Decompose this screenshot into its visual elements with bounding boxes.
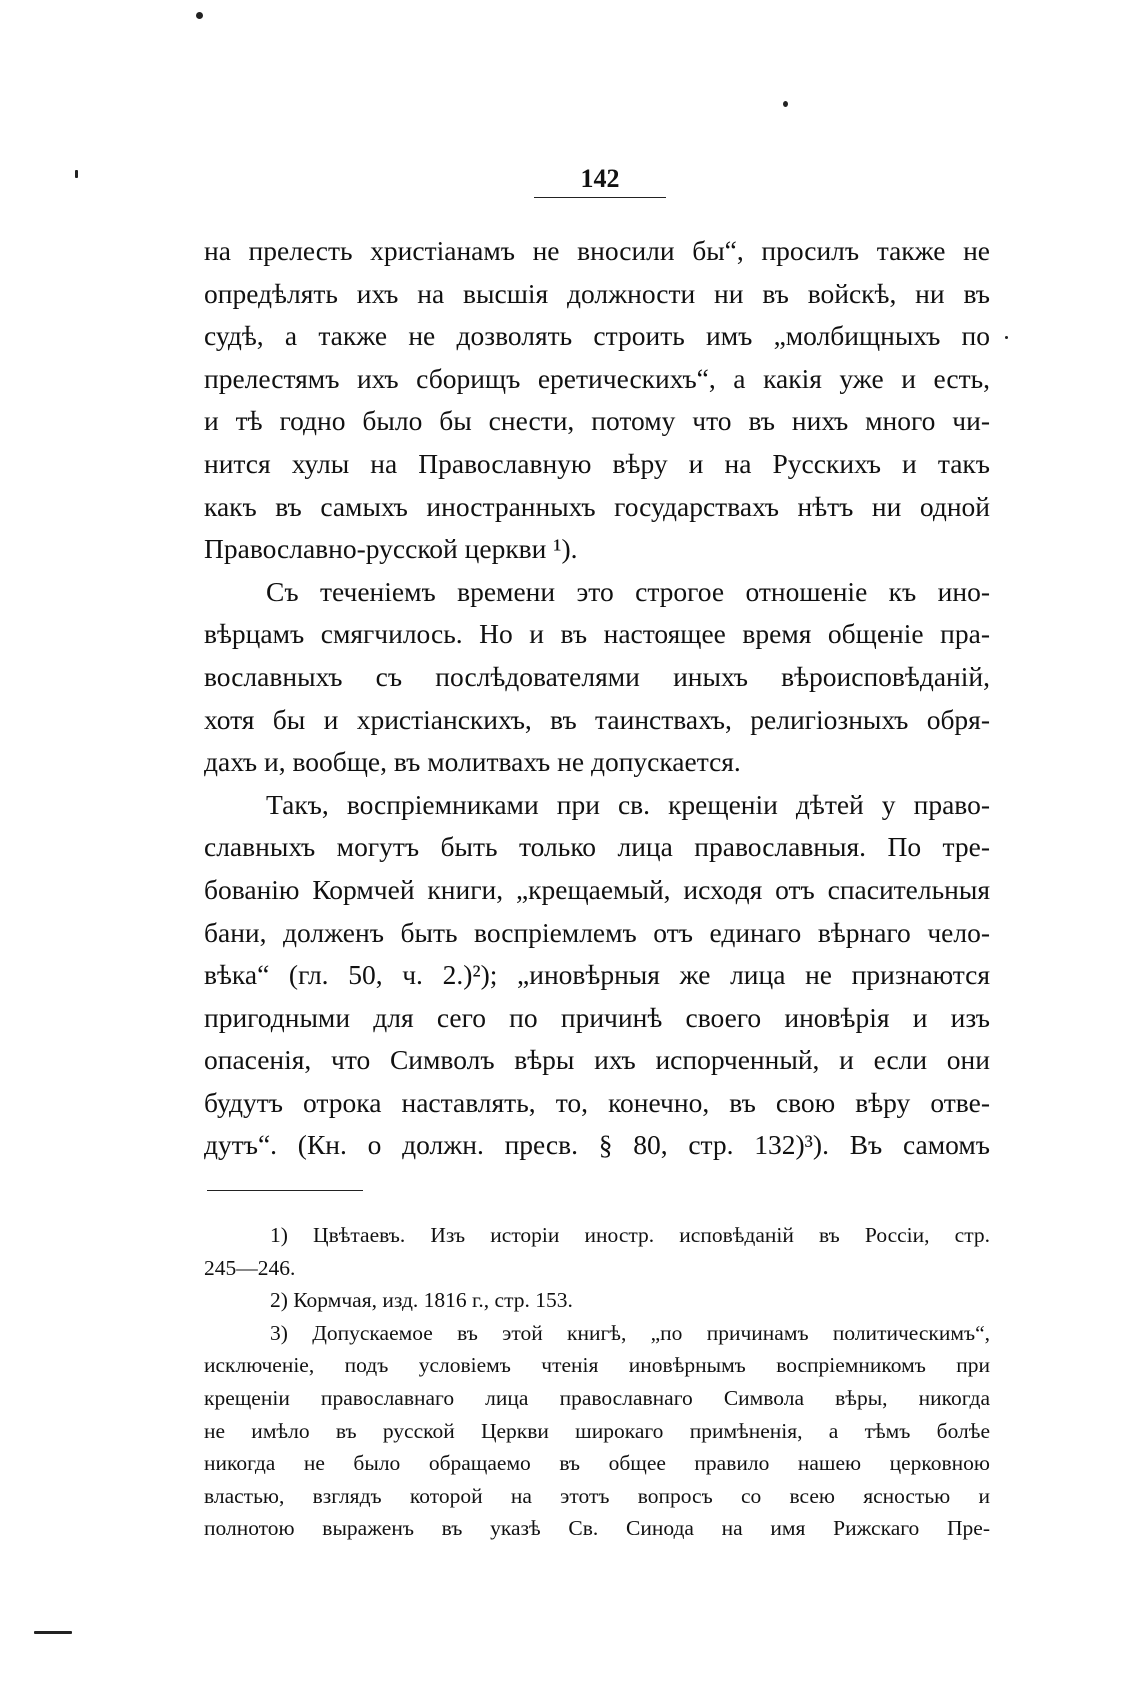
footnote-line: полнотою выраженъ въ указѣ Св. Синода на имя Рижскаго Пре- bbox=[204, 1516, 990, 1541]
text-line: дахъ и, вообще, въ молитвахъ не допускается. bbox=[204, 746, 741, 778]
footnote-line: крещеніи православнаго лица православнаго Символа вѣры, никогда bbox=[204, 1385, 990, 1410]
text-line: бани, долженъ быть воспріемлемъ отъ единаго вѣрнаго чело- bbox=[204, 916, 990, 948]
text-line: хотя бы и христіанскихъ, въ таинствахъ, религіозныхъ обря- bbox=[204, 703, 990, 735]
text-line: прелестямъ ихъ сборищъ еретическихъ“, а какія уже и есть, bbox=[204, 362, 990, 394]
text-line: вѣрцамъ смягчилось. Но и въ настоящее время общеніе пра- bbox=[204, 618, 990, 650]
footnote-line: 1) Цвѣтаевъ. Изъ исторіи иностр. исповѣданій въ Россіи, стр. bbox=[270, 1223, 990, 1247]
text-line: Такъ, воспріемниками при св. крещеніи дѣтей у право- bbox=[266, 788, 990, 820]
footnote-line: исключеніе, подъ условіемъ чтенія иновѣрнымъ воспріемникомъ при bbox=[204, 1353, 990, 1378]
footnote-line: 3) Допускаемое въ этой книгѣ, „по причинамъ политическимъ“, bbox=[270, 1320, 990, 1345]
body-text bbox=[204, 230, 990, 1167]
scan-speck bbox=[196, 12, 203, 19]
scan-speck bbox=[34, 1631, 72, 1634]
text-line: опасенія, что Символъ вѣры ихъ испорченный, и если они bbox=[204, 1044, 990, 1076]
text-line: пригодными для сего по причинѣ своего иновѣрія и изъ bbox=[204, 1001, 990, 1033]
scan-speck bbox=[75, 170, 78, 178]
text-line: опредѣлять ихъ на высшія должности ни въ войскѣ, ни въ bbox=[204, 277, 990, 309]
footnotes bbox=[204, 1219, 990, 1545]
header-rule bbox=[534, 197, 666, 198]
text-line: славныхъ могутъ быть только лица православныя. По тре- bbox=[204, 831, 990, 863]
footnote-line: 245—246. bbox=[204, 1255, 296, 1280]
scan-speck bbox=[1005, 336, 1008, 339]
text-line: вославныхъ съ послѣдователями иныхъ вѣроисповѣданій, bbox=[204, 660, 990, 692]
text-line: нится хулы на Православную вѣру и на Русскихъ и такъ bbox=[204, 447, 990, 479]
text-line: Православно-русской церкви ¹). bbox=[204, 533, 578, 565]
text-line: дутъ“. (Кн. о должн. пресв. § 80, стр. 132)³). Въ самомъ bbox=[204, 1129, 990, 1161]
footnote-line: не имѣло въ русской Церкви широкаго примѣненія, а тѣмъ болѣе bbox=[204, 1418, 990, 1443]
text-line: какъ въ самыхъ иностранныхъ государствахъ нѣтъ ни одной bbox=[204, 490, 990, 522]
text-line: на прелесть христіанамъ не вносили бы“, просилъ также не bbox=[204, 235, 990, 266]
footnote-line: 2) Кормчая, изд. 1816 г., стр. 153. bbox=[270, 1288, 573, 1313]
footnote-line: никогда не было обращаемо въ общее правило нашею церковною bbox=[204, 1451, 990, 1476]
page-number: 142 bbox=[580, 164, 620, 193]
footnote-line: властью, взглядъ которой на этотъ вопросъ со всею ясностью и bbox=[204, 1483, 990, 1508]
text-line: судѣ, а также не дозволять строить имъ „молбищныхъ по bbox=[204, 320, 990, 352]
footnote-rule bbox=[207, 1190, 363, 1191]
text-line: вѣка“ (гл. 50, ч. 2.)²); „иновѣрныя же лица не признаются bbox=[204, 959, 990, 991]
scan-speck bbox=[783, 101, 788, 107]
text-line: Съ теченіемъ времени это строгое отношеніе къ ино- bbox=[266, 575, 990, 607]
text-line: и тѣ годно было бы снести, потому что въ нихъ много чи- bbox=[204, 405, 990, 437]
text-line: будутъ отрока наставлять, то, конечно, въ свою вѣру отве- bbox=[204, 1086, 990, 1118]
text-line: бованію Кормчей книги, „крещаемый, исходя отъ спасительныя bbox=[204, 873, 990, 905]
